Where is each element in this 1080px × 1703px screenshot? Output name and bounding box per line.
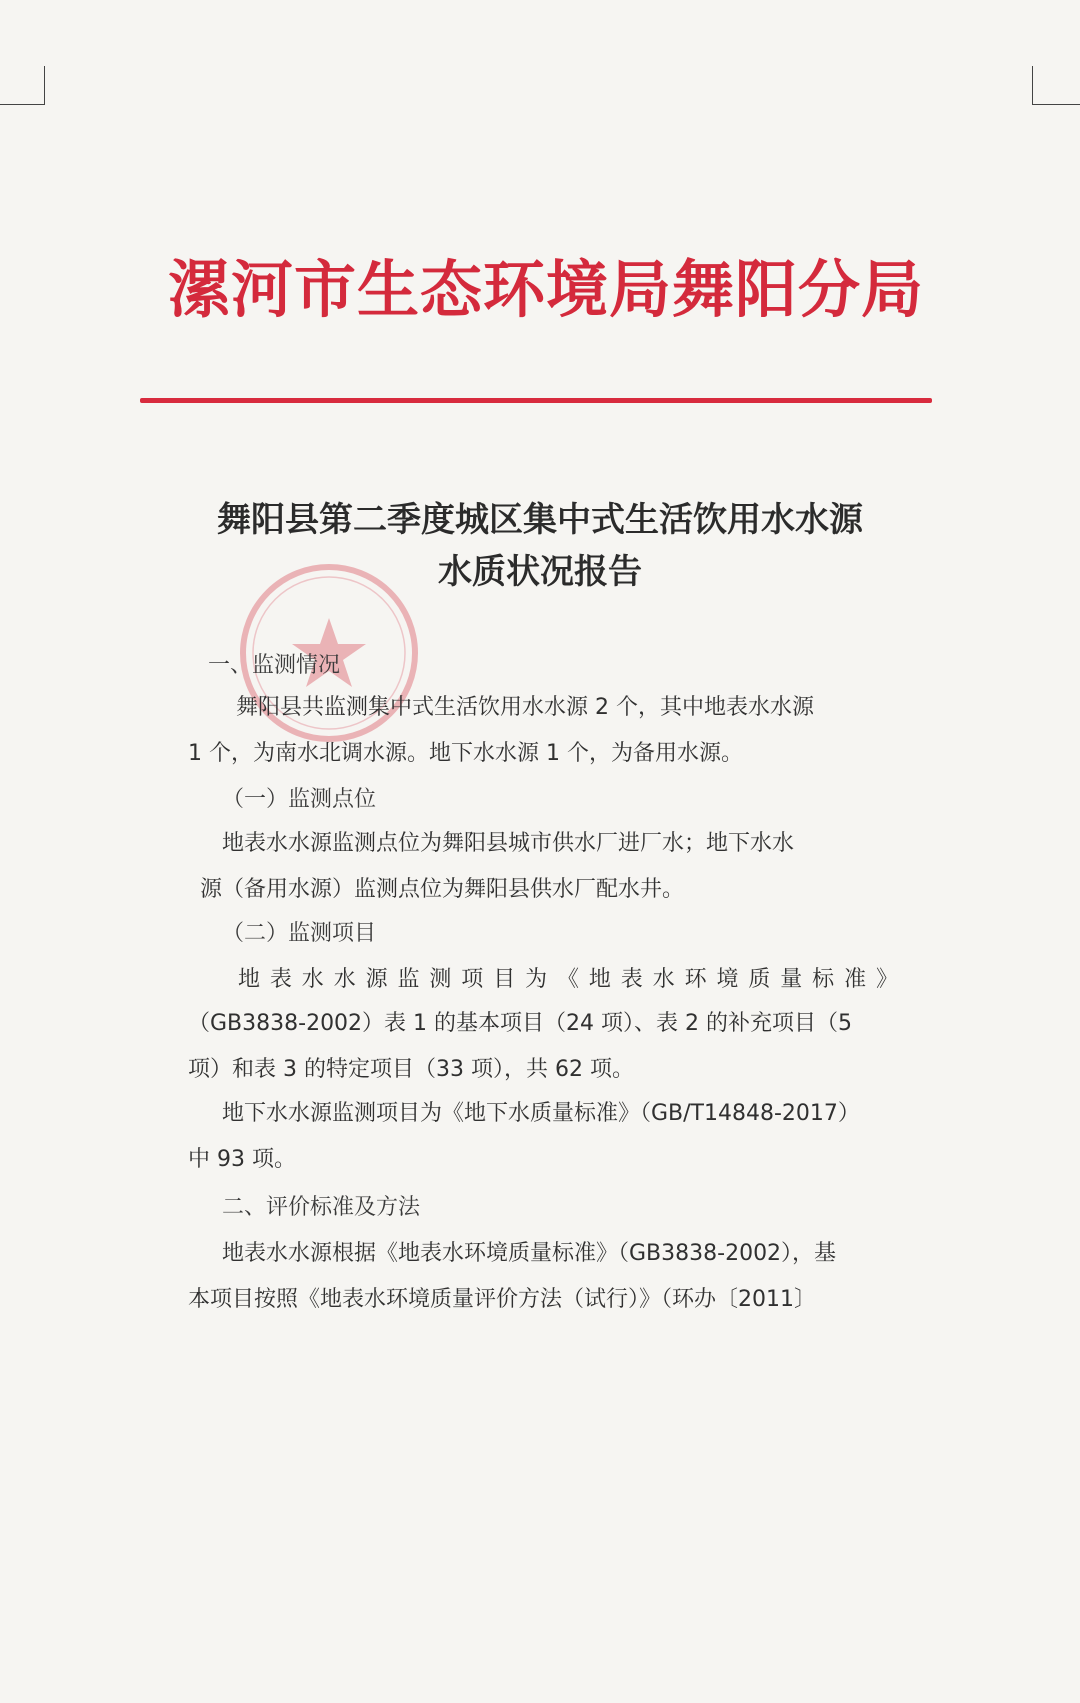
section-1-intro-line-2: 1 个，为南水北调水源。地下水水源 1 个，为备用水源。 xyxy=(188,741,743,766)
subsection-2-line-4: 地下水水源监测项目为《地下水质量标准》（GB/T14848-2017） xyxy=(222,1101,860,1126)
crop-mark-top-right xyxy=(1032,66,1080,105)
subsection-1-line-1: 地表水水源监测点位为舞阳县城市供水厂进厂水；地下水水 xyxy=(222,831,795,856)
subsection-2-line-2: （GB3838-2002）表 1 的基本项目（24 项）、表 2 的补充项目（5 xyxy=(188,1011,853,1036)
organization-header: 漯河市生态环境局舞阳分局 xyxy=(168,253,925,326)
subsection-2-heading: （二）监测项目 xyxy=(222,921,377,946)
section-1-intro-line-1: 舞阳县共监测集中式生活饮用水水源 2 个，其中地表水水源 xyxy=(236,695,814,720)
report-title xyxy=(150,494,930,598)
subsection-2-line-1: 地表水水源监测项目为《地表水环境质量标准》 xyxy=(238,967,904,992)
crop-mark-top-left xyxy=(0,66,45,105)
subsection-2-line-3: 项）和表 3 的特定项目（33 项），共 62 项。 xyxy=(188,1057,634,1082)
section-2-line-1: 地表水水源根据《地表水环境质量标准》（GB3838-2002），基 xyxy=(222,1241,837,1266)
section-2-heading: 二、评价标准及方法 xyxy=(222,1195,421,1220)
report-title-line-1: 舞阳县第二季度城区集中式生活饮用水水源 xyxy=(217,500,863,540)
subsection-1-line-2: 源（备用水源）监测点位为舞阳县供水厂配水井。 xyxy=(200,877,685,902)
subsection-1-heading: （一）监测点位 xyxy=(222,787,377,812)
subsection-2-line-5: 中 93 项。 xyxy=(188,1147,296,1172)
red-divider-line xyxy=(140,398,932,403)
section-1-heading: 一、监测情况 xyxy=(208,653,341,678)
report-title-line-2: 水质状况报告 xyxy=(438,552,642,592)
section-2-line-2: 本项目按照《地表水环境质量评价方法（试行）》（环办〔2011〕 xyxy=(188,1287,816,1312)
